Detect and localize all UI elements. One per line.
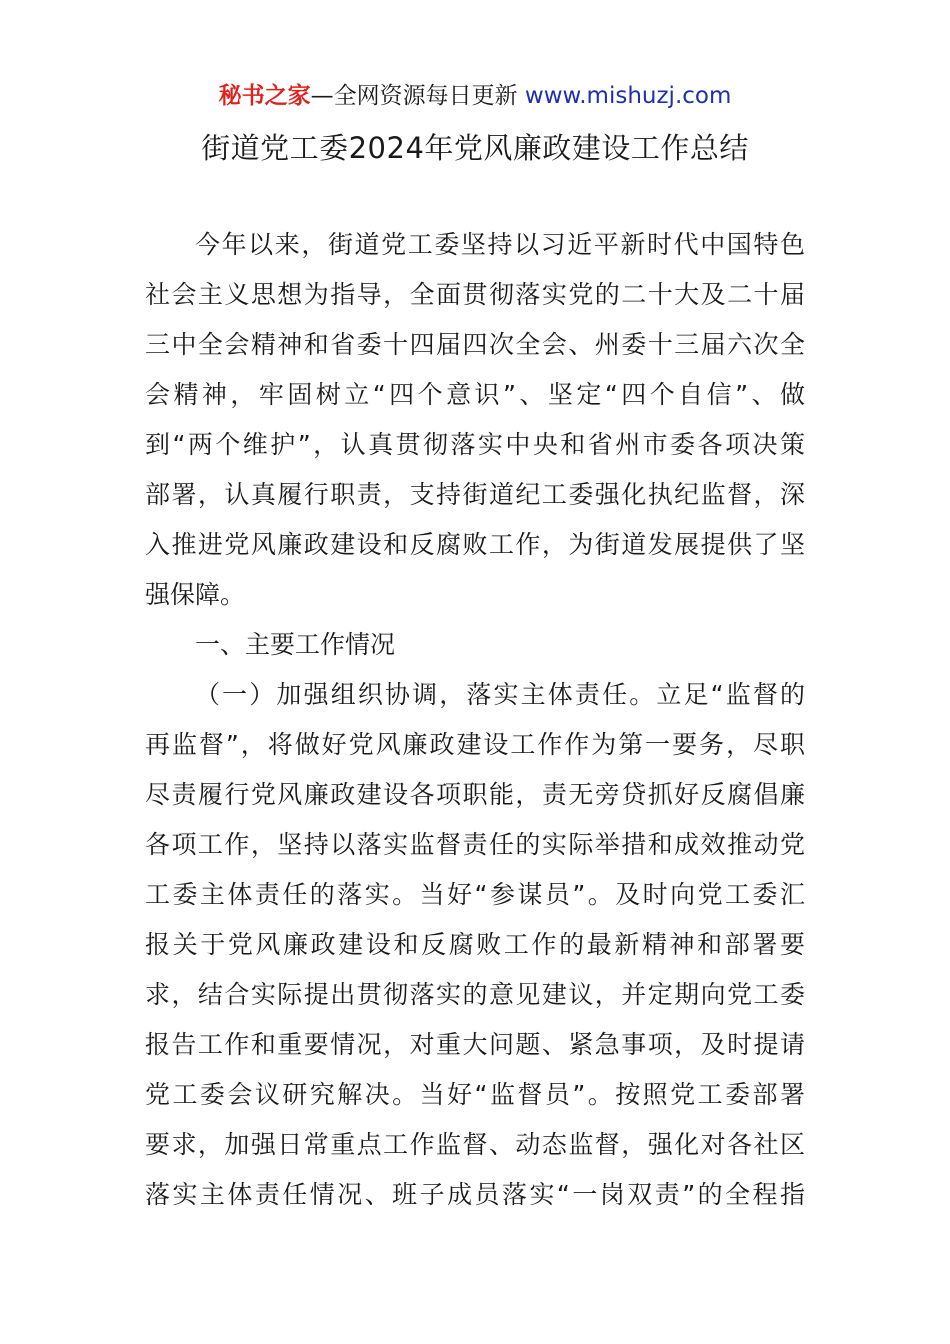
paragraph-line: 强保障。 bbox=[145, 580, 246, 609]
paragraph-line: 入推进党风廉政建设和反腐败工作，为街道发展提供了坚 bbox=[145, 530, 805, 559]
paragraph-line: 社会主义思想为指导，全面贯彻落实党的二十大及二十届 bbox=[145, 280, 805, 309]
site-url[interactable]: www.mishuzj.com bbox=[524, 83, 732, 109]
paragraph-line: 部署，认真履行职责，支持街道纪工委强化执纪监督，深 bbox=[145, 480, 805, 509]
paragraph-line: 要求，加强日常重点工作监督、动态监督，强化对各社区 bbox=[145, 1130, 805, 1159]
paragraph-line: 再监督”，将做好党风廉政建设工作作为第一要务，尽职 bbox=[145, 730, 805, 759]
paragraph-line: 报告工作和重要情况，对重大问题、紧急事项，及时提请 bbox=[145, 1030, 805, 1059]
document-body bbox=[145, 220, 805, 1220]
paragraph-line: 今年以来，街道党工委坚持以习近平新时代中国特色 bbox=[195, 230, 805, 259]
paragraph-line: 三中全会精神和省委十四届四次全会、州委十三届六次全 bbox=[145, 330, 805, 359]
document-title: 街道党工委2024年党风廉政建设工作总结 bbox=[201, 131, 749, 165]
banner-tagline: —全网资源每日更新 bbox=[310, 83, 518, 109]
paragraph-line: 党工委会议研究解决。当好“监督员”。按照党工委部署 bbox=[145, 1080, 805, 1109]
paragraph-line: 会精神，牢固树立“四个意识”、坚定“四个自信”、做 bbox=[145, 380, 805, 409]
section-heading: 一、主要工作情况 bbox=[195, 630, 396, 659]
site-banner bbox=[0, 80, 950, 112]
paragraph-line: 工委主体责任的落实。当好“参谋员”。及时向党工委汇 bbox=[145, 880, 805, 909]
paragraph-line: 报关于党风廉政建设和反腐败工作的最新精神和部署要 bbox=[145, 930, 805, 959]
subsection-heading-line: （一）加强组织协调，落实主体责任。立足“监督的 bbox=[195, 680, 805, 709]
brand-name: 秘书之家 bbox=[218, 83, 311, 109]
paragraph-line: 到“两个维护”，认真贯彻落实中央和省州市委各项决策 bbox=[145, 430, 805, 459]
paragraph-line: 落实主体责任情况、班子成员落实“一岗双责”的全程指 bbox=[145, 1180, 805, 1209]
paragraph-line: 求，结合实际提出贯彻落实的意见建议，并定期向党工委 bbox=[145, 980, 805, 1009]
paragraph-line: 尽责履行党风廉政建设各项职能，责无旁贷抓好反腐倡廉 bbox=[145, 780, 805, 809]
paragraph-line: 各项工作，坚持以落实监督责任的实际举措和成效推动党 bbox=[145, 830, 805, 859]
